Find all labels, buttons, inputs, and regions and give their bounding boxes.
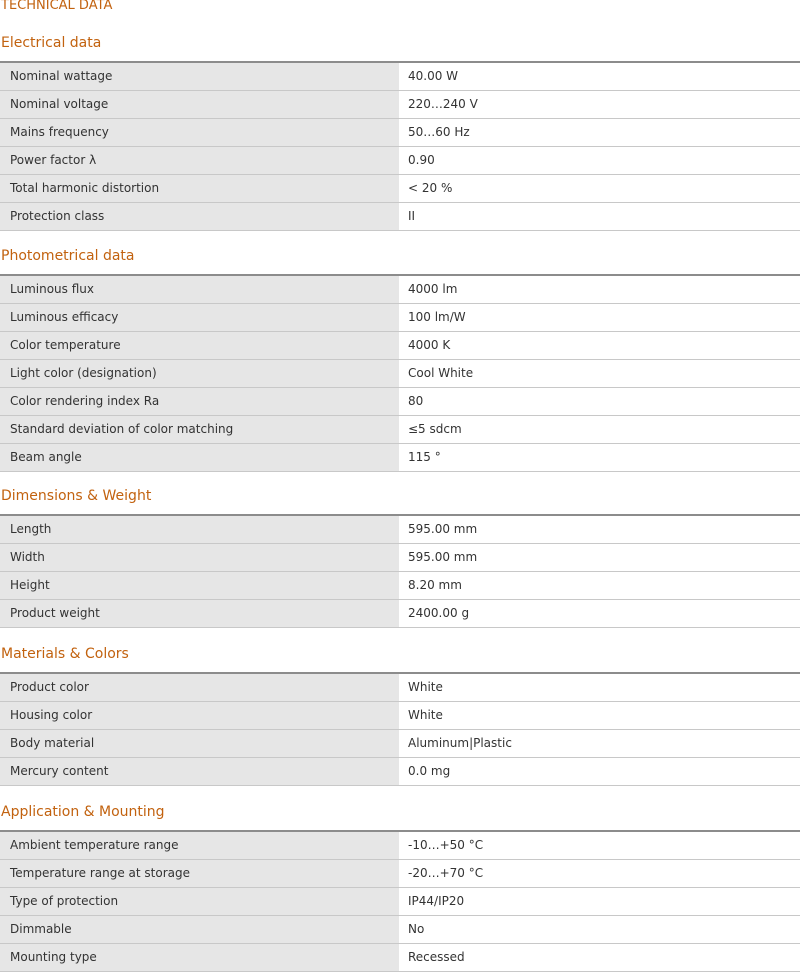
row-label: Total harmonic distortion <box>0 175 399 202</box>
table-electrical <box>0 61 800 231</box>
row-value: 115 ° <box>400 444 800 471</box>
table-row <box>0 758 800 786</box>
row-value: Aluminum|Plastic <box>400 730 800 757</box>
table-row <box>0 203 800 231</box>
row-value: ≤5 sdcm <box>400 416 800 443</box>
table-row <box>0 832 800 860</box>
row-value: II <box>400 203 800 230</box>
table-row <box>0 332 800 360</box>
row-value: 40.00 W <box>400 63 800 90</box>
table-row <box>0 702 800 730</box>
table-row <box>0 860 800 888</box>
row-value: -10…+50 °C <box>400 832 800 859</box>
table-row <box>0 175 800 203</box>
row-value: 4000 lm <box>400 276 800 303</box>
row-label: Mains frequency <box>0 119 399 146</box>
table-row <box>0 360 800 388</box>
table-row <box>0 674 800 702</box>
row-value: 220…240 V <box>400 91 800 118</box>
table-materials <box>0 672 800 786</box>
row-label: Housing color <box>0 702 399 729</box>
table-row <box>0 147 800 175</box>
row-label: Product weight <box>0 600 399 627</box>
row-value: 80 <box>400 388 800 415</box>
row-label: Product color <box>0 674 399 701</box>
row-value: 4000 K <box>400 332 800 359</box>
row-value: 50…60 Hz <box>400 119 800 146</box>
row-label: Mercury content <box>0 758 399 785</box>
row-value: 595.00 mm <box>400 516 800 543</box>
row-label: Luminous efficacy <box>0 304 399 331</box>
row-label: Body material <box>0 730 399 757</box>
table-application <box>0 830 800 972</box>
table-row <box>0 572 800 600</box>
table-row <box>0 888 800 916</box>
page-title: TECHNICAL DATA <box>1 0 113 13</box>
row-label: Temperature range at storage <box>0 860 399 887</box>
row-value: White <box>400 674 800 701</box>
section-heading-dimensions: Dimensions & Weight <box>1 488 152 504</box>
table-photometrical <box>0 274 800 472</box>
row-label: Height <box>0 572 399 599</box>
section-heading-application: Application & Mounting <box>1 804 165 820</box>
table-row <box>0 119 800 147</box>
table-row <box>0 91 800 119</box>
row-value: Recessed <box>400 944 800 971</box>
row-label: Length <box>0 516 399 543</box>
row-value: 0.0 mg <box>400 758 800 785</box>
row-value: < 20 % <box>400 175 800 202</box>
row-value: White <box>400 702 800 729</box>
table-row <box>0 730 800 758</box>
row-label: Color rendering index Ra <box>0 388 399 415</box>
row-label: Type of protection <box>0 888 399 915</box>
row-value: 8.20 mm <box>400 572 800 599</box>
row-label: Luminous flux <box>0 276 399 303</box>
row-value: 2400.00 g <box>400 600 800 627</box>
row-value: 100 lm/W <box>400 304 800 331</box>
section-heading-materials: Materials & Colors <box>1 646 129 662</box>
row-label: Nominal wattage <box>0 63 399 90</box>
row-value: Cool White <box>400 360 800 387</box>
row-value: -20…+70 °C <box>400 860 800 887</box>
section-heading-electrical: Electrical data <box>1 35 102 51</box>
row-label: Nominal voltage <box>0 91 399 118</box>
row-value: 0.90 <box>400 147 800 174</box>
row-label: Standard deviation of color matching <box>0 416 399 443</box>
section-heading-photometrical: Photometrical data <box>1 248 135 264</box>
table-row <box>0 304 800 332</box>
table-row <box>0 388 800 416</box>
table-row <box>0 444 800 472</box>
table-row <box>0 63 800 91</box>
row-label: Beam angle <box>0 444 399 471</box>
row-value: No <box>400 916 800 943</box>
row-value: IP44/IP20 <box>400 888 800 915</box>
table-row <box>0 516 800 544</box>
row-label: Light color (designation) <box>0 360 399 387</box>
row-label: Color temperature <box>0 332 399 359</box>
table-row <box>0 600 800 628</box>
row-value: 595.00 mm <box>400 544 800 571</box>
row-label: Width <box>0 544 399 571</box>
row-label: Mounting type <box>0 944 399 971</box>
table-row <box>0 916 800 944</box>
row-label: Dimmable <box>0 916 399 943</box>
row-label: Protection class <box>0 203 399 230</box>
table-row <box>0 944 800 972</box>
row-label: Power factor λ <box>0 147 399 174</box>
table-row <box>0 276 800 304</box>
table-row <box>0 416 800 444</box>
table-dimensions <box>0 514 800 628</box>
row-label: Ambient temperature range <box>0 832 399 859</box>
table-row <box>0 544 800 572</box>
